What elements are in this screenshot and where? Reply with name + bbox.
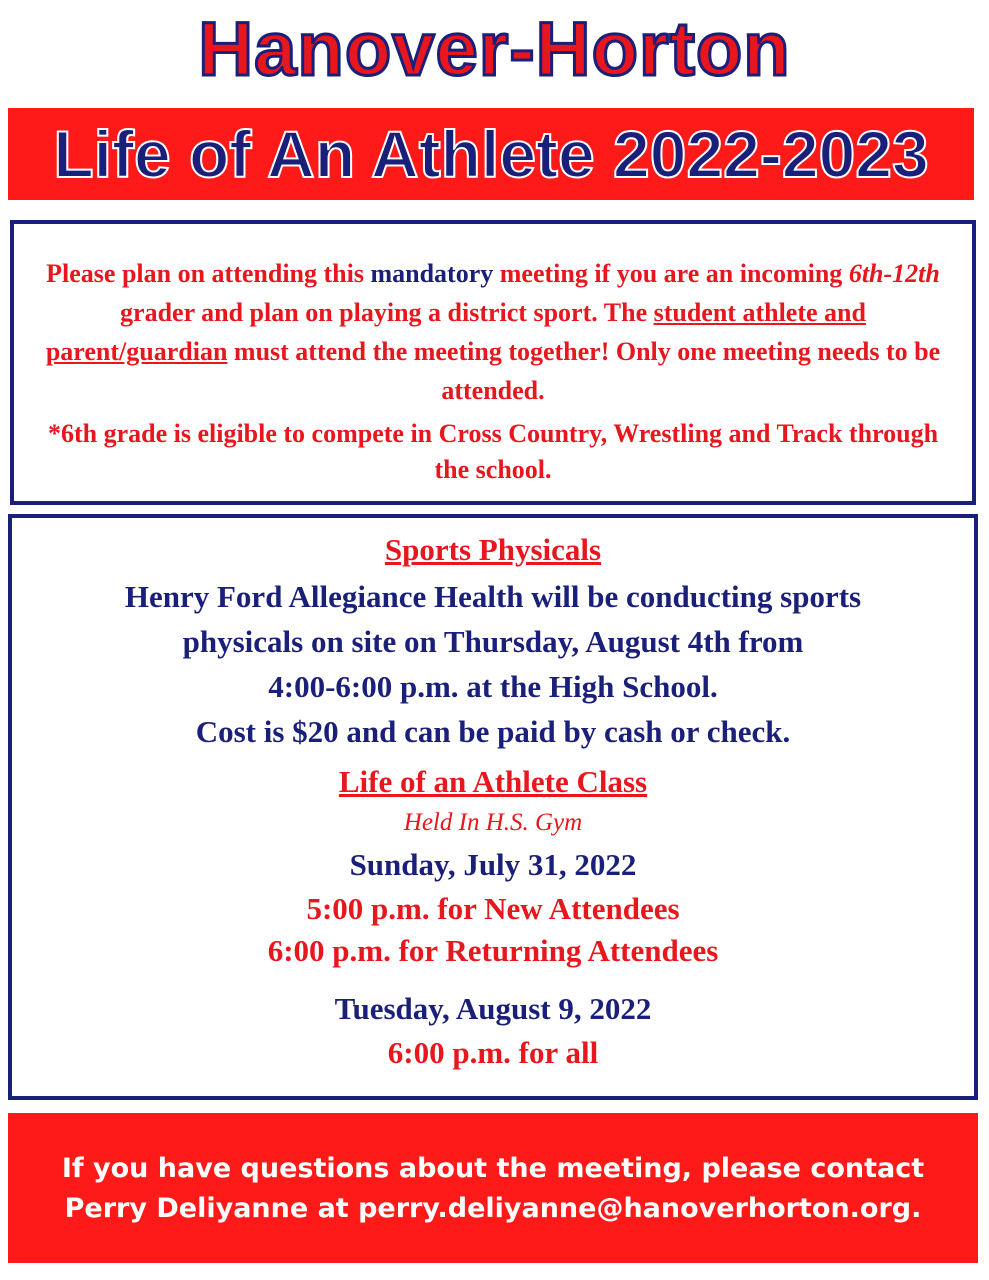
notice-text: Please plan on attending this (46, 259, 371, 288)
class-time-returning: 6:00 p.m. for Returning Attendees (267, 933, 719, 968)
event-title: Life of An Athlete 2022-2023 (53, 117, 929, 191)
mandatory-text: mandatory (370, 259, 494, 288)
class-heading: Life of an Athlete Class (338, 764, 648, 799)
grades-text: 6th-12th (848, 259, 940, 288)
class-date-2: Tuesday, August 9, 2022 (334, 991, 652, 1026)
class-time-all: 6:00 p.m. for all (387, 1035, 599, 1070)
details-box (8, 514, 978, 1100)
notice-text: meeting if you are an incoming (493, 259, 849, 288)
contact-text (8, 1149, 978, 1229)
class-date-1: Sunday, July 31, 2022 (349, 847, 637, 882)
notice-text: grader and plan on playing a district sport. The (120, 298, 654, 327)
contact-line: If you have questions about the meeting, please contact (61, 1153, 925, 1184)
attendees-text: student athlete and parent/guardian (45, 298, 866, 366)
meeting-notice (28, 254, 958, 410)
contact-line: Perry Deliyanne at perry.deliyanne@hanoverhorton.org. (64, 1193, 922, 1224)
physicals-line: Cost is $20 and can be paid by cash or check. (195, 714, 791, 749)
eligibility-note: *6th grade is eligible to compete in Cross Country, Wrestling and Track through the school. (47, 419, 939, 484)
physicals-details (12, 574, 974, 754)
school-title: Hanover-Horton (198, 7, 791, 92)
title-banner (8, 108, 974, 200)
physicals-line: Henry Ford Allegiance Health will be conducting sports (124, 579, 862, 614)
notice-box (10, 220, 976, 505)
class-location: Held In H.S. Gym (403, 809, 583, 836)
physicals-line: 4:00-6:00 p.m. at the High School. (268, 669, 718, 704)
notice-text: must attend the meeting together! Only one meeting needs to be attended. (227, 337, 941, 405)
physicals-heading: Sports Physicals (384, 532, 602, 567)
physicals-line: physicals on site on Thursday, August 4th from (182, 624, 804, 659)
class-time-new: 5:00 p.m. for New Attendees (306, 891, 680, 926)
contact-banner (8, 1113, 978, 1263)
